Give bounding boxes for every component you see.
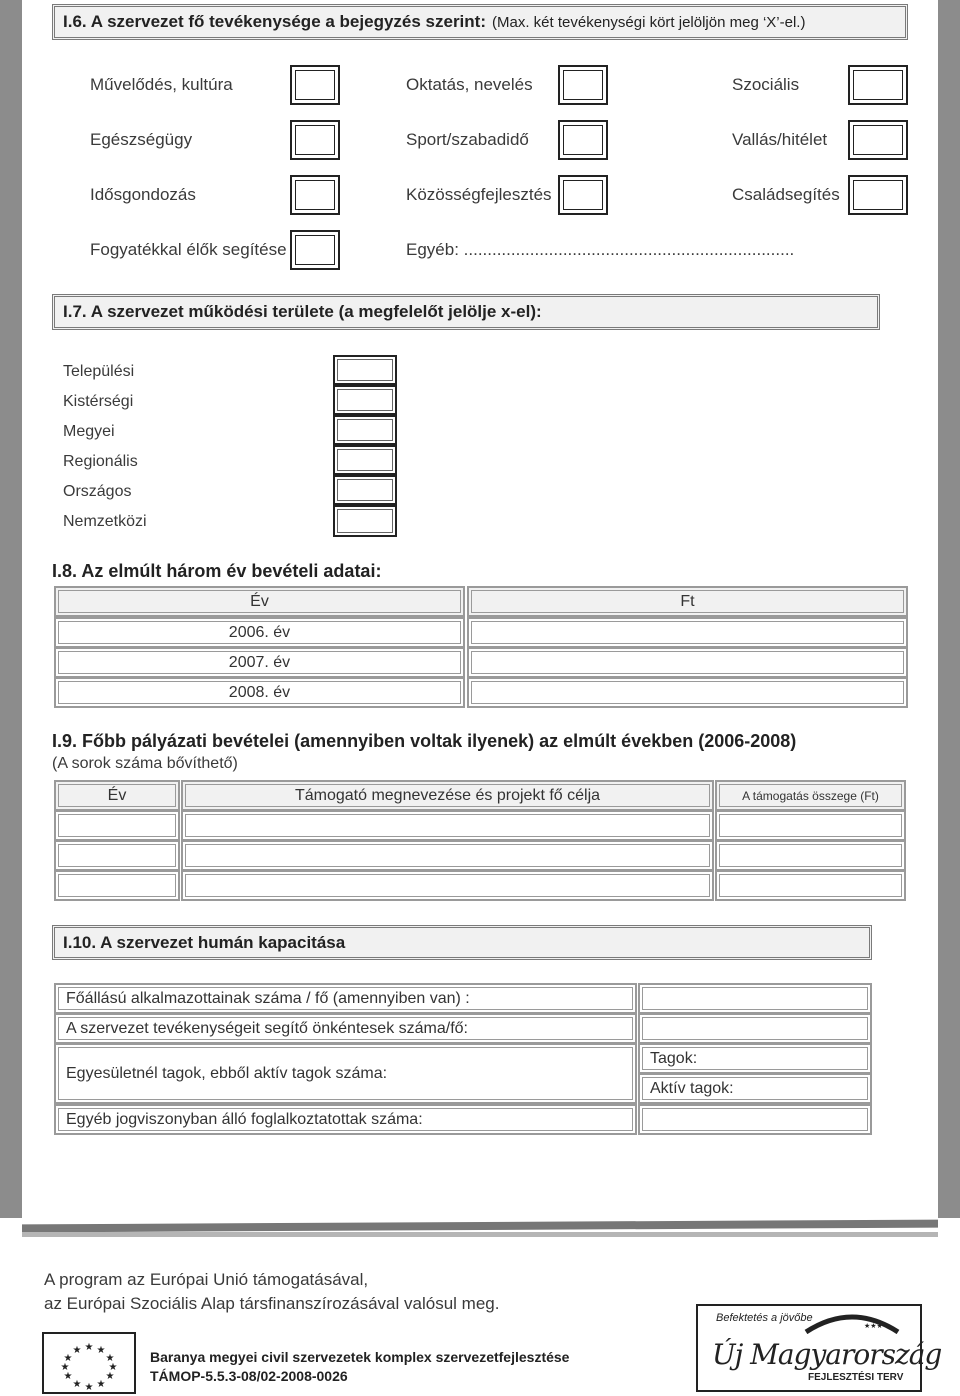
volunteer-value-field[interactable] (638, 1013, 872, 1044)
grant-amount-field[interactable] (715, 870, 906, 901)
logo-sub: FEJLESZTÉSI TERV (808, 1372, 904, 1383)
footer-text-1: A program az Európai Unió támogatásával, (44, 1270, 369, 1289)
area-checkbox[interactable] (333, 505, 397, 537)
svg-text:★★★: ★★★ (864, 1322, 883, 1330)
area-checkbox[interactable] (333, 475, 397, 505)
section-subtitle-i9: (A sorok száma bővíthető) (52, 755, 238, 772)
income-header-ft: Ft (467, 586, 908, 617)
activity-label: Oktatás, nevelés (406, 75, 533, 94)
staff-label-cell: Főállású alkalmazottainak száma / fő (amennyiben van) : (54, 983, 637, 1014)
grant-header-amount: A támogatás összege (Ft) (715, 780, 906, 811)
eu-flag (42, 1332, 136, 1394)
svg-text:★: ★ (105, 1371, 115, 1382)
activity-other-label: Egyéb: ...................................................................... (406, 240, 795, 259)
activity-label: Közösségfejlesztés (406, 185, 552, 204)
svg-text:★: ★ (72, 1379, 82, 1390)
other-employees-label-cell: Egyéb jogviszonyban álló foglalkoztatottak száma: (54, 1104, 637, 1135)
eu-stars-icon (44, 1334, 134, 1392)
area-checkbox[interactable] (333, 445, 397, 475)
area-label: Országos (63, 483, 132, 500)
income-year-cell: 2007. év (54, 647, 465, 678)
left-margin-bar (0, 0, 22, 1218)
footer-divider-light (22, 1232, 938, 1237)
section-title-i8: I.8. Az elmúlt három év bevételi adatai: (52, 561, 382, 581)
income-amount-field[interactable] (467, 677, 908, 708)
grant-amount-field[interactable] (715, 810, 906, 841)
area-label: Települési (63, 363, 135, 380)
members-tagok-field[interactable]: Tagok: (638, 1043, 872, 1074)
activity-label: Családsegítés (732, 185, 840, 204)
section-note: (Max. két tevékenységi kört jelöljön meg ‘X’-el.) (492, 13, 806, 31)
activity-checkbox[interactable] (290, 65, 340, 105)
svg-text:★: ★ (96, 1379, 106, 1390)
area-label: Kistérségi (63, 393, 134, 410)
activity-checkbox[interactable] (558, 65, 608, 105)
activity-label: Fogyatékkal élők segítése (90, 240, 287, 259)
area-checkbox[interactable] (333, 355, 397, 385)
uj-magyarorszag-logo (696, 1304, 942, 1392)
footer-divider (22, 1220, 938, 1233)
svg-text:★: ★ (108, 1362, 118, 1373)
grant-year-field[interactable] (54, 870, 180, 901)
staff-value-field[interactable] (638, 983, 872, 1014)
svg-text:★: ★ (63, 1353, 73, 1364)
activity-checkbox[interactable] (558, 175, 608, 215)
svg-text:★: ★ (60, 1362, 70, 1373)
activity-checkbox[interactable] (848, 65, 908, 105)
members-aktiv-field[interactable]: Aktív tagok: (638, 1073, 872, 1104)
area-label: Regionális (63, 453, 138, 470)
income-amount-field[interactable] (467, 617, 908, 648)
volunteer-label-cell: A szervezet tevékenységeit segítő önkéntesek száma/fő: (54, 1013, 637, 1044)
income-amount-field[interactable] (467, 647, 908, 678)
grant-header-supporter: Támogató megnevezése és projekt fő célja (181, 780, 714, 811)
activity-label: Szociális (732, 75, 800, 94)
area-label: Nemzetközi (63, 513, 147, 530)
footer-text-2: az Európai Szociális Alap társfinanszírozásával valósul meg. (44, 1294, 500, 1313)
income-header-year: Év (54, 586, 465, 617)
project-code: TÁMOP-5.5.3-08/02-2008-0026 (150, 1368, 348, 1384)
section-title-i9: I.9. Főbb pályázati bevételei (amennyiben voltak ilyenek) az elmúlt években (2006-2008) (52, 731, 797, 751)
members-label-cell: Egyesületnél tagok, ebből aktív tagok száma: (54, 1043, 637, 1104)
other-employees-value-field[interactable] (638, 1104, 872, 1135)
svg-text:★: ★ (96, 1345, 106, 1356)
logo-main: Új Magyarország (712, 1338, 942, 1371)
activity-checkbox[interactable] (558, 120, 608, 160)
grant-supporter-field[interactable] (181, 810, 714, 841)
section-header-i7 (52, 294, 880, 330)
right-margin-bar (938, 0, 960, 1218)
svg-text:★: ★ (84, 1342, 94, 1353)
grant-year-field[interactable] (54, 810, 180, 841)
grant-year-field[interactable] (54, 840, 180, 871)
activity-checkbox[interactable] (290, 120, 340, 160)
section-title: I.7. A szervezet működési területe (a megfelelőt jelölje x-el): (63, 302, 542, 321)
svg-text:★: ★ (63, 1371, 73, 1382)
income-year-cell: 2006. év (54, 617, 465, 648)
svg-text:★: ★ (105, 1353, 115, 1364)
project-title: Baranya megyei civil szervezetek komplex szervezetfejlesztése (150, 1349, 570, 1365)
grant-amount-field[interactable] (715, 840, 906, 871)
svg-text:★: ★ (84, 1382, 94, 1392)
area-checkbox[interactable] (333, 415, 397, 445)
income-year-cell: 2008. év (54, 677, 465, 708)
svg-text:★: ★ (72, 1345, 82, 1356)
section-header-i10 (52, 925, 872, 960)
area-label: Megyei (63, 423, 115, 440)
activity-label: Egészségügy (90, 130, 193, 149)
grant-header-year: Év (54, 780, 180, 811)
grant-supporter-field[interactable] (181, 840, 714, 871)
activity-label: Sport/szabadidő (406, 130, 529, 149)
activity-checkbox[interactable] (848, 175, 908, 215)
activity-label: Idősgondozás (90, 185, 196, 204)
activity-checkbox[interactable] (848, 120, 908, 160)
area-checkbox[interactable] (333, 385, 397, 415)
activity-label: Művelődés, kultúra (90, 75, 233, 94)
activity-checkbox[interactable] (290, 175, 340, 215)
section-header-i6 (52, 4, 908, 40)
logo-tagline: Befektetés a jövőbe (716, 1312, 813, 1324)
activity-checkbox[interactable] (290, 230, 340, 270)
grant-supporter-field[interactable] (181, 870, 714, 901)
section-title: I.6. A szervezet fő tevékenysége a bejegyzés szerint: (63, 12, 486, 31)
section-title: I.10. A szervezet humán kapacitása (63, 932, 346, 952)
activity-label: Vallás/hitélet (732, 130, 828, 149)
logo-arc-icon (802, 1308, 902, 1334)
